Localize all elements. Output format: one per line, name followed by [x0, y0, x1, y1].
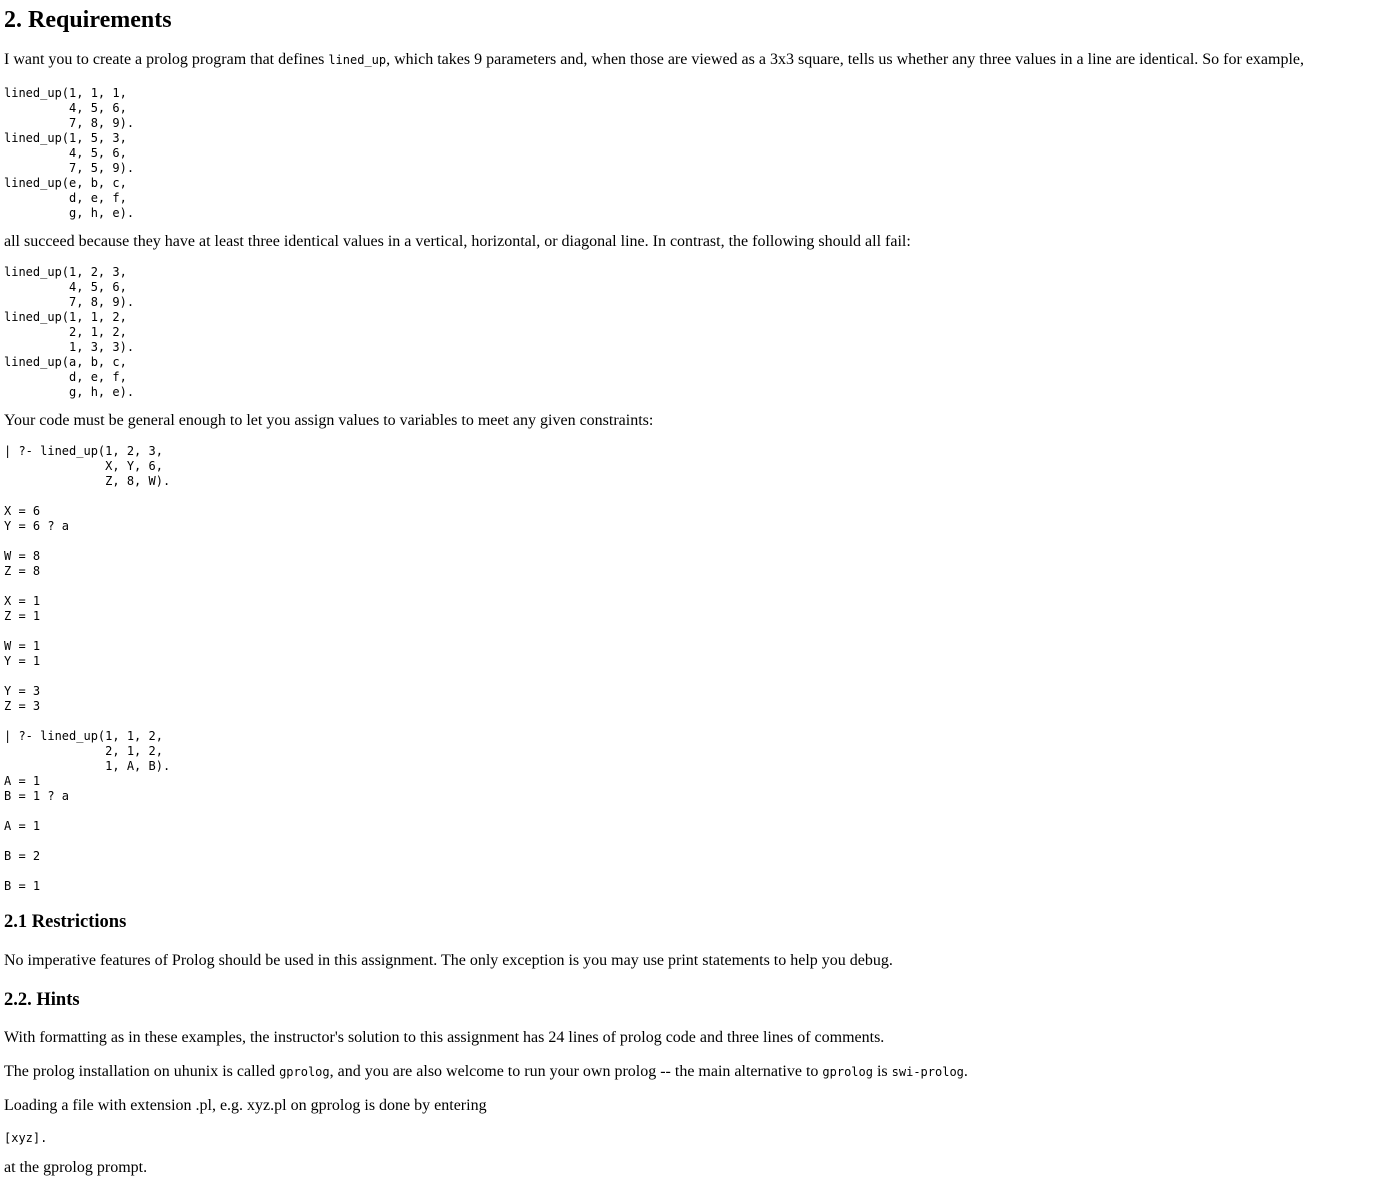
code-block-fail: lined_up(1, 2, 3, 4, 5, 6, 7, 8, 9). lined_up(1, 1, 2, 2, 1, 2, 1, 3, 3). lined_up(a, b, c, d, e, f, g, h, e).	[4, 265, 135, 399]
intro-text-2: , which takes 9 parameters and, when those are viewed as a 3x3 square, tells us whether any three values in a line are identical. So for example,	[386, 51, 1305, 68]
succeed-paragraph: all succeed because they have at least three identical values in a vertical, horizontal, or diagonal line. In contrast, the following should all fail:	[4, 233, 911, 250]
hint-paragraph-2	[4, 1063, 968, 1081]
hint2-text-4: .	[963, 1063, 968, 1080]
hint2-text-1: The prolog installation on uhunix is called	[4, 1063, 280, 1080]
heading-hints: 2.2. Hints	[4, 990, 80, 1010]
intro-text-1: I want you to create a prolog program that defines	[4, 51, 329, 68]
code-load-file: [xyz].	[4, 1131, 48, 1145]
code-block-succeed: lined_up(1, 1, 1, 4, 5, 6, 7, 8, 9). lined_up(1, 5, 3, 4, 5, 6, 7, 5, 9). lined_up(e, b, c, d, e, f, g, h, e).	[4, 86, 135, 220]
hint2-code-gprolog-2: gprolog	[822, 1065, 873, 1079]
hint-paragraph-1: With formatting as in these examples, the instructor's solution to this assignment has 24 lines of prolog code and three lines of comments.	[4, 1029, 885, 1046]
hint2-text-3: is	[872, 1063, 892, 1080]
heading-restrictions: 2.1 Restrictions	[4, 912, 127, 932]
intro-code-lined-up: lined_up	[328, 53, 387, 67]
code-block-answers-1: X = 6 Y = 6 ? a W = 8 Z = 8 X = 1 Z = 1 W = 1 Y = 1 Y = 3 Z = 3	[4, 504, 70, 713]
hint-paragraph-3: Loading a file with extension .pl, e.g. xyz.pl on gprolog is done by entering	[4, 1097, 487, 1114]
hint-paragraph-4: at the gprolog prompt.	[4, 1159, 148, 1176]
restrictions-paragraph: No imperative features of Prolog should be used in this assignment. The only exception is you may use print statements to help you debug.	[4, 952, 893, 969]
code-block-query-2: | ?- lined_up(1, 1, 2, 2, 1, 2, 1, A, B). A = 1 B = 1 ? a A = 1 B = 2 B = 1	[4, 729, 171, 893]
hint2-code-gprolog: gprolog	[279, 1065, 330, 1079]
hint2-text-2: , and you are also welcome to run your own prolog -- the main alternative to	[329, 1063, 823, 1080]
hint2-code-swi-prolog: swi-prolog	[891, 1065, 964, 1079]
general-paragraph: Your code must be general enough to let you assign values to variables to meet any given constraints:	[4, 412, 654, 429]
heading-requirements: 2. Requirements	[4, 7, 172, 33]
intro-paragraph	[4, 51, 1304, 69]
code-block-query-1: | ?- lined_up(1, 2, 3, X, Y, 6, Z, 8, W).	[4, 444, 171, 488]
